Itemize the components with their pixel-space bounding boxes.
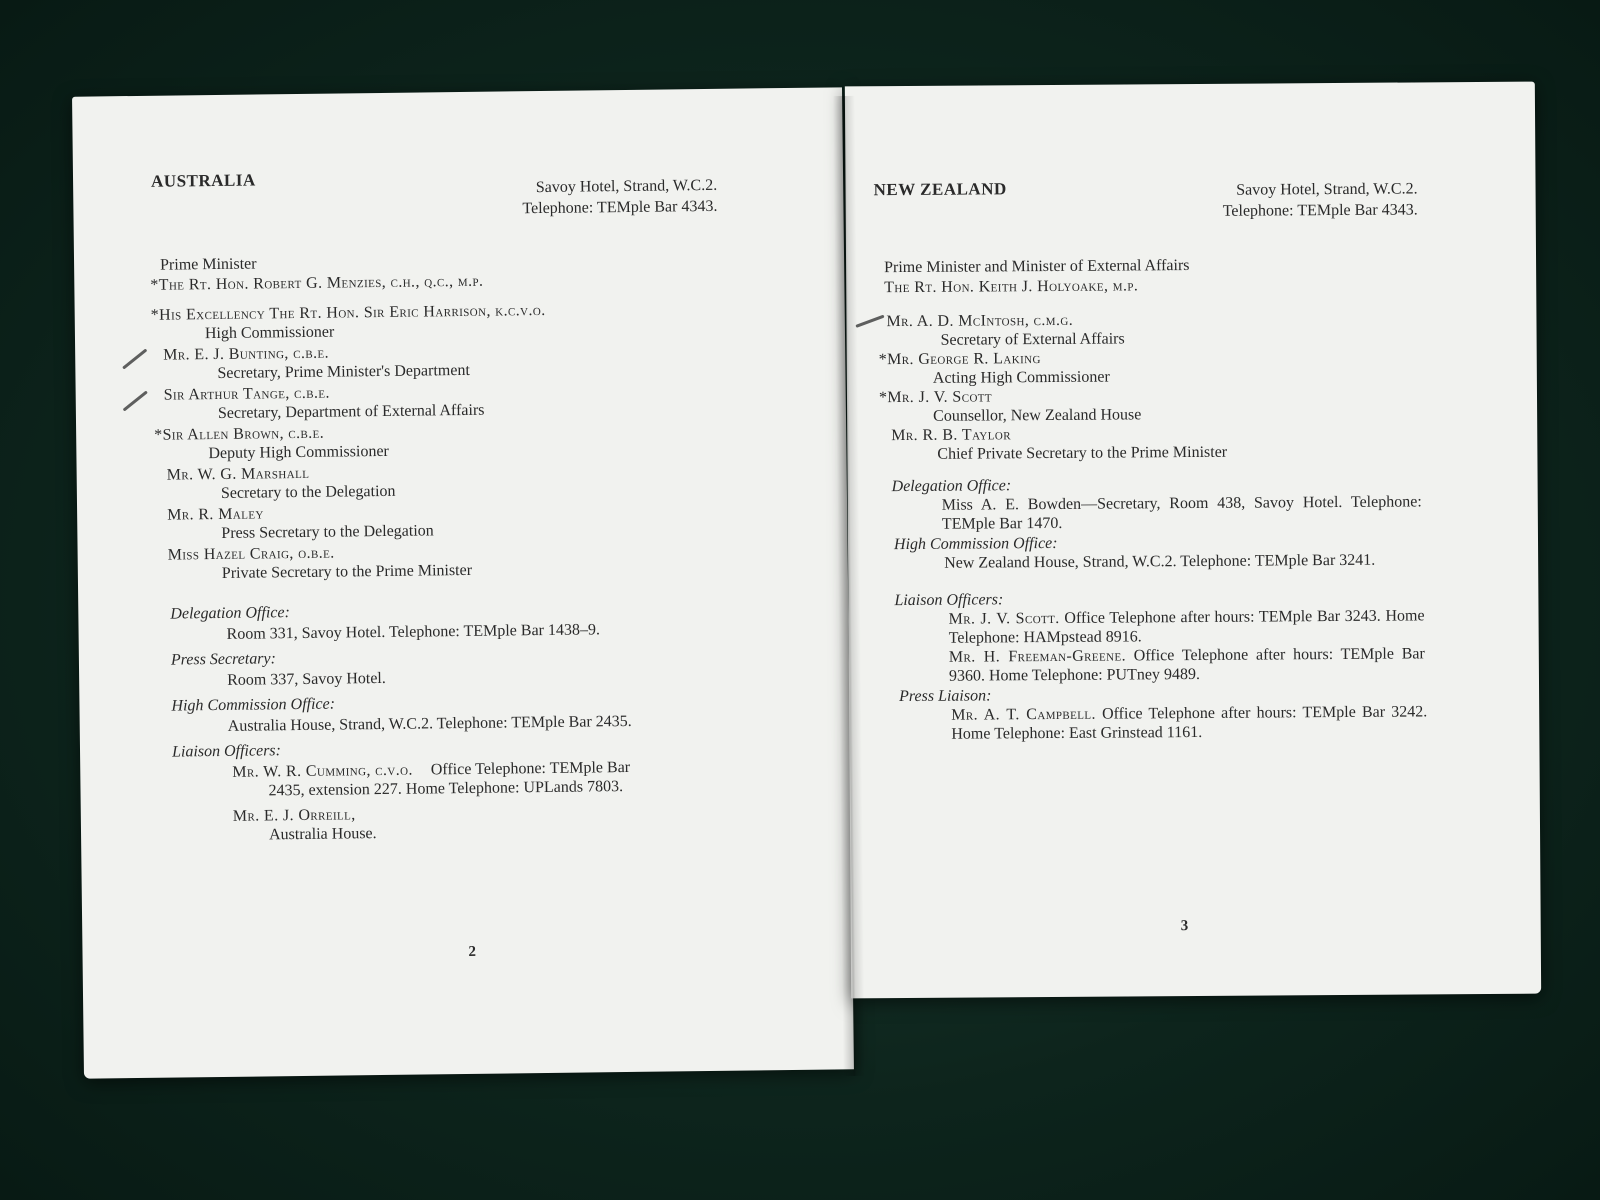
high-commission-detail: Australia House, Strand, W.C.2. Telephone: TEMple Bar 2435.	[227, 712, 632, 735]
press-liaison-entry	[951, 702, 1427, 743]
liaison-detail: Office Telephone after hours: TEMple Bar 3243. Home Telephone: HAMpstead 8916.	[948, 607, 1425, 647]
member-name: Mr. R. Maley	[167, 505, 264, 524]
left-member	[168, 542, 473, 584]
member-role: Secretary, Department of External Affairs	[217, 401, 485, 422]
right-country-heading: NEW ZEALAND	[873, 179, 1007, 200]
right-member	[879, 386, 1141, 426]
delegation-office-detail: Miss A. E. Bowden—Secretary, Room 438, Savoy Hotel. Telephone: TEMple Bar 1470.	[941, 493, 1422, 533]
member-name: *Mr. J. V. Scott	[878, 388, 993, 407]
member-role: High Commissioner	[204, 323, 335, 343]
page-number: 3	[1180, 918, 1189, 935]
press-liaison-name: Mr. A. T. Campbell.	[951, 705, 1096, 724]
liaison-officers-heading: Liaison Officers:	[171, 742, 282, 761]
right-address-line2: Telephone: TEMple Bar 4343.	[1222, 201, 1418, 220]
liaison-detail: Australia House.	[268, 825, 377, 844]
high-commission-heading: High Commission Office:	[893, 534, 1058, 554]
left-pm-name: *The Rt. Hon. Robert G. Menzies, c.h., q.c., m.p.	[150, 272, 484, 294]
member-role: Secretary, Prime Minister's Department	[217, 361, 470, 382]
member-role: Acting High Commissioner	[932, 368, 1110, 387]
delegation-office-detail: Room 331, Savoy Hotel. Telephone: TEMple Bar 1438–9.	[226, 621, 601, 643]
right-page	[845, 82, 1541, 999]
left-member	[164, 382, 485, 424]
press-secretary-heading: Press Secretary:	[170, 650, 277, 669]
right-address-line1: Savoy Hotel, Strand, W.C.2.	[1236, 180, 1418, 199]
member-name: *Mr. George R. Laking	[878, 350, 1041, 369]
left-address-line1: Savoy Hotel, Strand, W.C.2.	[535, 176, 718, 197]
liaison-detail: Office Telephone: TEMple Bar	[430, 758, 631, 779]
left-member	[163, 342, 470, 384]
left-page	[72, 87, 854, 1078]
right-address	[1223, 178, 1418, 221]
pencil-tick-mark	[122, 348, 147, 369]
left-pm-role: Prime Minister	[159, 255, 257, 274]
right-member	[891, 424, 1227, 464]
left-member	[167, 463, 396, 504]
liaison-name: Mr. E. J. Orreill,	[232, 806, 356, 825]
member-role: Secretary to the Delegation	[220, 482, 396, 502]
right-pm-role: Prime Minister and Minister of External Affairs	[884, 257, 1190, 277]
liaison-name: Mr. W. R. Cumming, c.v.o.	[232, 761, 413, 781]
liaison-detail: Office Telephone after hours: TEMple Bar 9360. Home Telephone: PUTney 9489.	[948, 645, 1425, 685]
pencil-tick-mark	[123, 390, 148, 411]
liaison-name: Mr. H. Freeman-Greene.	[948, 647, 1127, 666]
member-role: Counsellor, New Zealand House	[933, 406, 1142, 425]
member-name: Mr. W. G. Marshall	[166, 464, 310, 484]
liaison-officer	[948, 606, 1424, 647]
member-role: Chief Private Secretary to the Prime Minister	[937, 443, 1228, 463]
member-name: Mr. E. J. Bunting, c.b.e.	[163, 344, 330, 364]
member-name: Mr. R. B. Taylor	[891, 426, 1011, 445]
member-name: *Sir Allen Brown, c.b.e.	[154, 424, 325, 444]
member-role: Private Secretary to the Prime Minister	[221, 561, 473, 582]
right-pm-name: The Rt. Hon. Keith J. Holyoake, m.p.	[884, 277, 1139, 297]
member-role: Press Secretary to the Delegation	[221, 522, 434, 542]
liaison-officer	[232, 758, 630, 801]
left-member	[151, 301, 546, 344]
member-name: Mr. A. D. McIntosh, c.m.g.	[886, 311, 1074, 331]
press-secretary-detail: Room 337, Savoy Hotel.	[227, 669, 386, 689]
liaison-name: Mr. J. V. Scott.	[948, 609, 1060, 628]
liaison-officers-heading: Liaison Officers:	[894, 591, 1004, 610]
left-member	[167, 502, 434, 543]
high-commission-heading: High Commission Office:	[171, 695, 336, 715]
right-member	[886, 310, 1124, 350]
liaison-officer	[949, 644, 1425, 685]
member-name: Sir Arthur Tange, c.b.e.	[163, 384, 330, 404]
press-liaison-heading: Press Liaison:	[899, 687, 992, 706]
delegation-office-heading: Delegation Office:	[170, 604, 290, 623]
pencil-tick-mark	[855, 315, 884, 328]
press-liaison-detail: Office Telephone after hours: TEMple Bar 3242. Home Telephone: East Grinstead 1161.	[951, 703, 1428, 743]
page-number: 2	[468, 943, 477, 960]
delegation-office-heading: Delegation Office:	[891, 477, 1012, 496]
member-role: Deputy High Commissioner	[208, 442, 389, 463]
left-country-heading: AUSTRALIA	[150, 170, 256, 191]
liaison-detail: 2435, extension 227. Home Telephone: UPLands 7803.	[268, 778, 624, 800]
left-address-line2: Telephone: TEMple Bar 4343.	[522, 197, 718, 218]
member-name: *His Excellency The Rt. Hon. Sir Eric Harrison, k.c.v.o.	[150, 301, 546, 324]
left-address	[522, 175, 717, 219]
left-member	[154, 423, 389, 464]
right-member	[879, 349, 1110, 389]
high-commission-detail: New Zealand House, Strand, W.C.2. Telephone: TEMple Bar 3241.	[944, 551, 1376, 572]
member-name: Miss Hazel Craig, o.b.e.	[167, 544, 335, 564]
liaison-officer	[233, 805, 377, 845]
member-role: Secretary of External Affairs	[940, 330, 1125, 349]
